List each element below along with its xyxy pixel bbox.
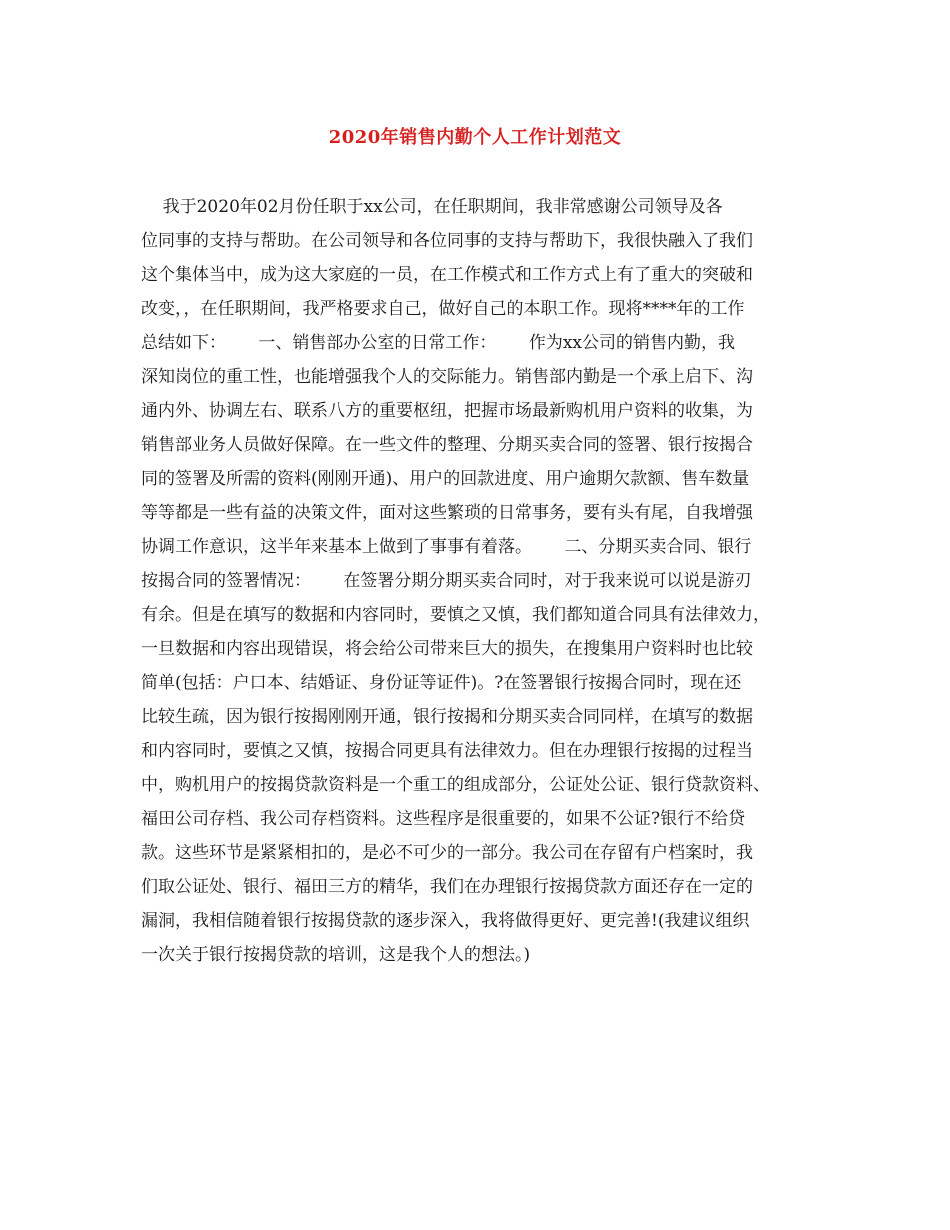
body-line: 一次关于银行按揭贷款的培训，这是我个人的想法。) bbox=[141, 945, 531, 965]
body-line: 同的签署及所需的资料(刚刚开通)、用户的回款进度、用户逾期欠款额、售车数量 bbox=[141, 469, 750, 489]
body-line: 款。这些环节是紧紧相扣的，是必不可少的一部分。我公司在存留有户档案时，我 bbox=[141, 843, 753, 863]
body-line: 通内外、协调左右、联系八方的重要枢纽，把握市场最新购机用户资料的收集，为 bbox=[141, 401, 753, 421]
body-line: 位同事的支持与帮助。在公司领导和各位同事的支持与帮助下，我很快融入了我们 bbox=[141, 231, 753, 251]
body-line: 这个集体当中，成为这大家庭的一员，在工作模式和工作方式上有了重大的突破和 bbox=[141, 265, 753, 285]
body-line: 总结如下： 一、销售部办公室的日常工作： 作为xx公司的销售内勤，我 bbox=[141, 333, 736, 353]
body-line: 我于2020年02月份任职于xx公司，在任职期间，我非常感谢公司领导及各 bbox=[141, 197, 723, 217]
body-line: 中，购机用户的按揭贷款资料是一个重工的组成部分，公证处公证、银行贷款资料、 bbox=[141, 775, 770, 795]
body-line: 福田公司存档、我公司存档资料。这些程序是很重要的，如果不公证?银行不给贷 bbox=[141, 809, 746, 829]
body-line: 们取公证处、银行、福田三方的精华，我们在办理银行按揭贷款方面还存在一定的 bbox=[141, 877, 753, 897]
body-line: 比较生疏，因为银行按揭刚刚开通，银行按揭和分期买卖合同同样，在填写的数据 bbox=[141, 707, 753, 727]
body-line: 漏洞，我相信随着银行按揭贷款的逐步深入，我将做得更好、更完善!(我建议组织 bbox=[141, 911, 750, 931]
body-line: 一旦数据和内容出现错误，将会给公司带来巨大的损失，在搜集用户资料时也比较 bbox=[141, 639, 753, 659]
body-line: 按揭合同的签署情况： 在签署分期分期买卖合同时，对于我来说可以说是游刃 bbox=[141, 571, 752, 591]
body-line: 和内容同时，要慎之又慎，按揭合同更具有法律效力。但在办理银行按揭的过程当 bbox=[141, 741, 753, 761]
body-line: 简单(包括：户口本、结婚证、身份证等证件)。?在签署银行按揭合同时，现在还 bbox=[141, 673, 742, 693]
body-line: 销售部业务人员做好保障。在一些文件的整理、分期买卖合同的签署、银行按揭合 bbox=[141, 435, 753, 455]
body-line: 等等都是一些有益的决策文件，面对这些繁琐的日常事务，要有头有尾，自我增强 bbox=[141, 503, 753, 523]
document-body bbox=[141, 190, 821, 972]
body-line: 深知岗位的重工性，也能增强我个人的交际能力。销售部内勤是一个承上启下、沟 bbox=[141, 367, 753, 387]
body-line: 改变，，在任职期间，我严格要求自己，做好自己的本职工作。现将****年的工作 bbox=[141, 299, 745, 319]
body-line: 协调工作意识，这半年来基本上做到了事事有着落。 二、分期买卖合同、银行 bbox=[141, 537, 752, 557]
body-line: 有余。但是在填写的数据和内容同时，要慎之又慎，我们都知道合同具有法律效力， bbox=[141, 605, 770, 625]
document-title: 2020年销售内勤个人工作计划范文 bbox=[328, 127, 622, 148]
